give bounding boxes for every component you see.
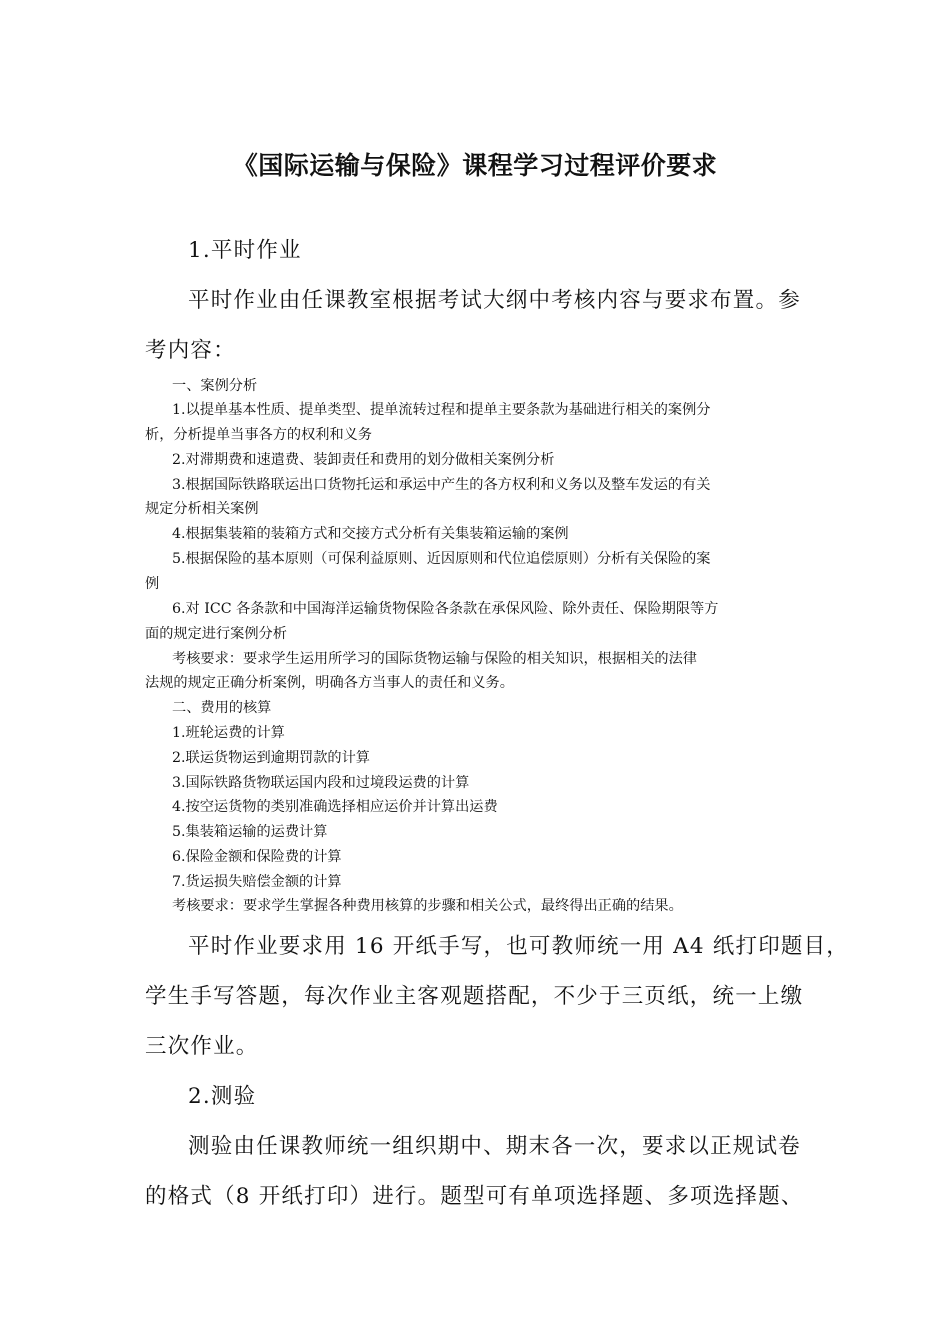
list-item: 3.根据国际铁路联运出口货物托运和承运中产生的各方权利和义务以及整车发运的有关 [172,477,711,493]
list-item: 6.对 ICC 各条款和中国海洋运输货物保险各条款在承保风险、除外责任、保险期限等方 [172,601,719,617]
subsection-heading-case-analysis: 一、案例分析 [172,378,258,394]
paragraph-line: 学生手写答题，每次作业主客观题搭配，不少于三页纸，统一上缴 [145,984,804,1009]
paragraph-line: 考内容： [145,338,236,363]
list-item: 2.对滞期费和速遣费、装卸责任和费用的划分做相关案例分析 [172,452,555,468]
list-item-continuation: 例 [145,576,160,592]
list-item: 1.班轮运费的计算 [172,725,285,741]
list-item: 3.国际铁路货物联运国内段和过境段运费的计算 [172,775,470,791]
list-item: 6.保险金额和保险费的计算 [172,849,342,865]
list-item: 2.联运货物运到逾期罚款的计算 [172,750,370,766]
assessment-requirement: 考核要求：要求学生运用所学习的国际货物运输与保险的相关知识，根据相关的法律 [172,651,697,667]
list-item: 5.集装箱运输的运费计算 [172,824,328,840]
paragraph-line: 测验由任课教师统一组织期中、期末各一次，要求以正规试卷 [188,1134,801,1159]
paragraph-line: 三次作业。 [145,1034,259,1059]
paragraph-line: 平时作业由任课教室根据考试大纲中考核内容与要求布置。参 [188,288,801,313]
assessment-requirement: 考核要求：要求学生掌握各种费用核算的步骤和相关公式，最终得出正确的结果。 [172,898,683,914]
list-item-continuation: 规定分析相关案例 [145,501,259,517]
list-item: 4.根据集装箱的装箱方式和交接方式分析有关集装箱运输的案例 [172,526,569,542]
list-item: 7.货运损失赔偿金额的计算 [172,874,342,890]
subsection-heading-fee-calculation: 二、费用的核算 [172,700,272,716]
list-item: 4.按空运货物的类别准确选择相应运价并计算出运费 [172,799,498,815]
section-heading-quiz: 2.测验 [188,1084,257,1109]
paragraph-line: 平时作业要求用 16 开纸手写，也可教师统一用 A4 纸打印题目， [188,934,850,959]
list-item-continuation: 析，分析提单当事各方的权利和义务 [145,427,373,443]
list-item-continuation: 面的规定进行案例分析 [145,626,287,642]
paragraph-line: 的格式（8 开纸打印）进行。题型可有单项选择题、多项选择题、 [145,1184,804,1209]
list-item: 5.根据保险的基本原则（可保利益原则、近因原则和代位追偿原则）分析有关保险的案 [172,551,711,567]
assessment-requirement-continuation: 法规的规定正确分析案例，明确各方当事人的责任和义务。 [145,675,514,691]
document-title: 《国际运输与保险》课程学习过程评价要求 [232,151,718,180]
section-heading-homework: 1.平时作业 [188,238,302,263]
list-item: 1.以提单基本性质、提单类型、提单流转过程和提单主要条款为基础进行相关的案例分 [172,402,711,418]
